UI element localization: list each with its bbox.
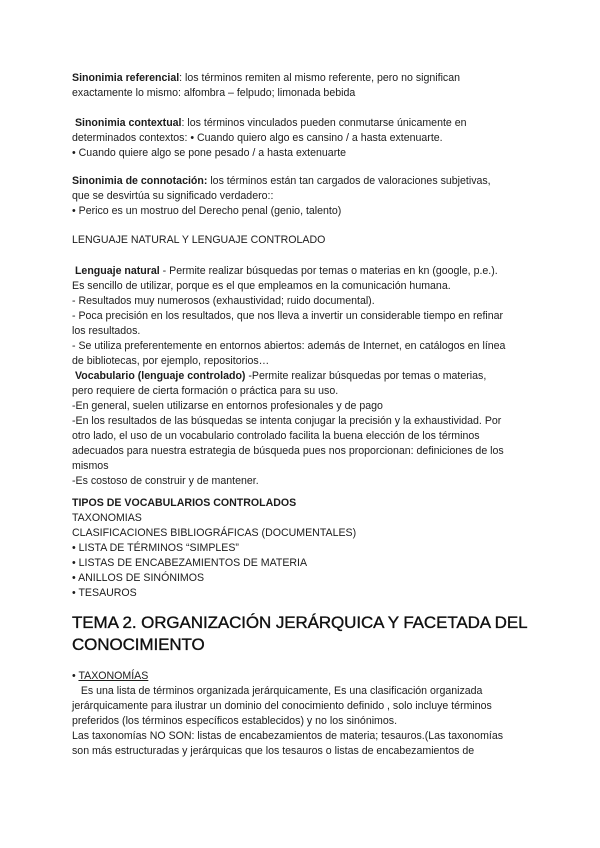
term-label: Sinonimia referencial xyxy=(72,72,180,84)
sinonimia-referencial-paragraph xyxy=(72,71,532,101)
text-line: mismos xyxy=(72,460,109,472)
text-line: preferidos (los términos específicos establecidos) y no los sinónimos. xyxy=(72,715,398,727)
term-label: Sinonimia contextual xyxy=(74,117,182,129)
list-item: TAXONOMIAS xyxy=(72,512,142,524)
list-item: • LISTA DE TÉRMINOS “SIMPLES” xyxy=(72,542,239,554)
list-item: • ANILLOS DE SINÓNIMOS xyxy=(72,572,205,584)
term-label: Lenguaje natural xyxy=(74,265,160,277)
sinonimia-contextual-paragraph xyxy=(72,116,532,161)
text-line: adecuados para nuestra estrategia de búsqueda pues nos proporcionan: definiciones de los xyxy=(72,445,504,457)
subheading: TAXONOMÍAS xyxy=(78,670,149,682)
text-line: -Es costoso de construir y de mantener. xyxy=(72,475,259,487)
text-line: - Se utiliza preferentemente en entornos abiertos: además de Internet, en catálogos en línea xyxy=(72,340,506,352)
list-item: • LISTAS DE ENCABEZAMIENTOS DE MATERIA xyxy=(72,557,308,569)
heading-text: LENGUAJE NATURAL Y LENGUAJE CONTROLADO xyxy=(72,234,326,246)
bullet: • xyxy=(72,670,79,682)
term-label: Vocabulario (lenguaje controlado) xyxy=(74,370,246,382)
text-line: que se desvirtúa su significado verdadero:: xyxy=(72,190,274,202)
text-line: exactamente lo mismo: alfombra – felpudo; limonada bebida xyxy=(72,87,356,99)
text-line: - Poca precisión en los resultados, que nos lleva a invertir un considerable tiempo en refinar xyxy=(72,310,504,322)
lenguaje-paragraph xyxy=(72,264,532,489)
sinonimia-connotacion-paragraph xyxy=(72,174,532,219)
taxonomias-paragraph xyxy=(72,669,532,759)
text-line: : los términos remiten al mismo referente, pero no significan xyxy=(179,72,461,84)
chapter-title xyxy=(72,612,542,656)
text-line: Es sencillo de utilizar, porque es el que empleamos en la comunicación humana. xyxy=(72,280,451,292)
text-line: los resultados. xyxy=(72,325,141,337)
text-line: Es una lista de términos organizada jerárquicamente, Es una clasificación organizada xyxy=(72,685,483,697)
text-line: son más estructuradas y jerárquicas que los tesauros o listas de encabezamientos de xyxy=(72,745,475,757)
title-line: TEMA 2. ORGANIZACIÓN JERÁRQUICA Y FACETADA DEL xyxy=(72,613,528,632)
text-line: Las taxonomías NO SON: listas de encabezamientos de materia; tesauros.(Las taxonomías xyxy=(72,730,504,742)
section-heading xyxy=(72,233,532,248)
text-line: - Permite realizar búsquedas por temas o materias en kn (google, p.e.). xyxy=(159,265,498,277)
text-line: de bibliotecas, por ejemplo, repositorios… xyxy=(72,355,270,367)
text-line: los términos están tan cargados de valoraciones subjetivas, xyxy=(207,175,491,187)
text-line: jerárquicamente para ilustrar un dominio del conocimiento definido , solo incluye términos xyxy=(72,700,492,712)
term-label: Sinonimia de connotación: xyxy=(72,175,208,187)
text-line: : los términos vinculados pueden conmutarse únicamente en xyxy=(181,117,467,129)
text-line: pero requiere de cierta formación o práctica para su uso. xyxy=(72,385,339,397)
text-line: -En los resultados de las búsquedas se intenta conjugar la precisión y la exhaustividad. Por xyxy=(72,415,502,427)
list-heading: TIPOS DE VOCABULARIOS CONTROLADOS xyxy=(72,497,297,509)
text-line: • Perico es un mostruo del Derecho penal (genio, talento) xyxy=(72,205,342,217)
text-line: • Cuando quiere algo se pone pesado / a hasta extenuarte xyxy=(72,147,347,159)
list-item: CLASIFICACIONES BIBLIOGRÁFICAS (DOCUMENTALES) xyxy=(72,527,357,539)
text-line: -En general, suelen utilizarse en entornos profesionales y de pago xyxy=(72,400,383,412)
text-line: - Resultados muy numerosos (exhaustividad; ruido documental). xyxy=(72,295,375,307)
text-line: -Permite realizar búsquedas por temas o materias, xyxy=(245,370,487,382)
list-item: • TESAUROS xyxy=(72,587,137,599)
text-line: otro lado, el uso de un vocabulario controlado facilita la buena elección de los términos xyxy=(72,430,480,442)
text-line: determinados contextos: • Cuando quiero algo es cansino / a hasta extenuarte. xyxy=(72,132,443,144)
tipos-list xyxy=(72,496,532,601)
title-line: CONOCIMIENTO xyxy=(72,635,205,654)
